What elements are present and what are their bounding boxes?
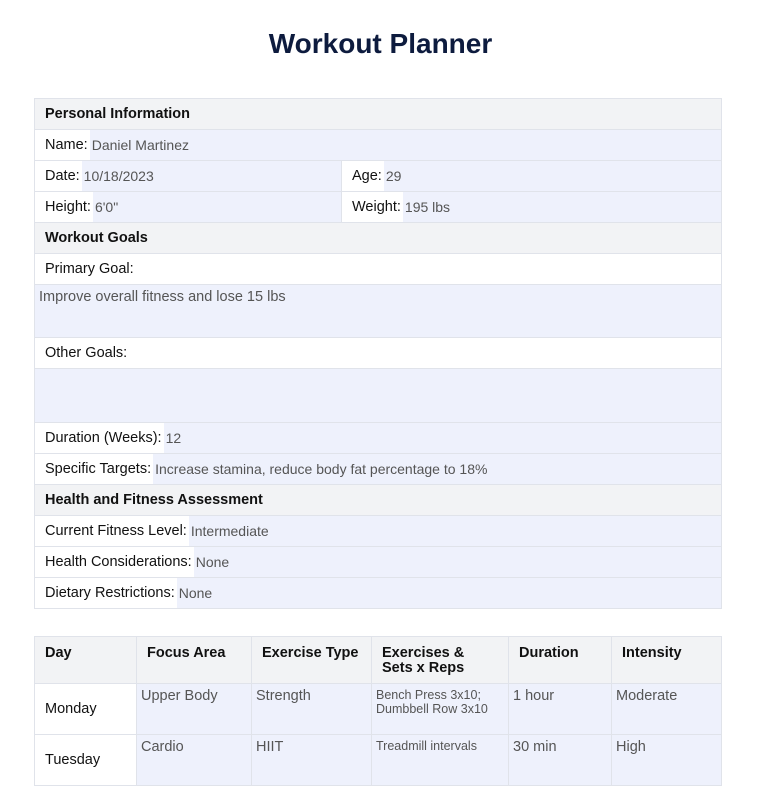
day-cell: Monday	[35, 684, 137, 735]
section-heading-goals: Workout Goals	[35, 223, 722, 254]
header-focus-area: Focus Area	[137, 637, 252, 684]
section-heading-personal: Personal Information	[35, 99, 722, 130]
header-duration: Duration	[509, 637, 612, 684]
date-field[interactable]: 10/18/2023	[82, 161, 341, 191]
date-label: Date:	[35, 161, 82, 191]
exercise-type-field[interactable]: Strength	[252, 684, 371, 734]
duration-weeks-label: Duration (Weeks):	[35, 423, 164, 453]
name-field[interactable]: Daniel Martinez	[90, 130, 721, 160]
exercises-field[interactable]: Treadmill intervals	[372, 735, 508, 785]
page-title: Workout Planner	[268, 28, 493, 59]
day-cell: Tuesday	[35, 735, 137, 786]
header-day: Day	[35, 637, 137, 684]
weight-field[interactable]: 195 lbs	[403, 192, 721, 222]
specific-targets-field[interactable]: Increase stamina, reduce body fat percentage to 18%	[153, 454, 721, 484]
height-label: Height:	[35, 192, 93, 222]
age-field[interactable]: 29	[384, 161, 721, 191]
name-label: Name:	[35, 130, 90, 160]
focus-area-field[interactable]: Cardio	[137, 735, 251, 785]
health-considerations-field[interactable]: None	[194, 547, 721, 577]
workout-schedule-table	[34, 636, 722, 786]
header-intensity: Intensity	[612, 637, 722, 684]
table-row	[35, 684, 722, 735]
other-goals-label: Other Goals:	[35, 338, 722, 369]
exercise-type-field[interactable]: HIIT	[252, 735, 371, 785]
weight-label: Weight:	[342, 192, 403, 222]
intensity-field[interactable]: Moderate	[612, 684, 721, 734]
duration-field[interactable]: 30 min	[509, 735, 611, 785]
exercises-field[interactable]: Bench Press 3x10; Dumbbell Row 3x10	[372, 684, 508, 734]
dietary-restrictions-field[interactable]: None	[177, 578, 721, 608]
section-heading-health: Health and Fitness Assessment	[35, 485, 722, 516]
duration-weeks-field[interactable]: 12	[164, 423, 721, 453]
height-field[interactable]: 6'0"	[93, 192, 341, 222]
table-row	[35, 735, 722, 786]
fitness-level-label: Current Fitness Level:	[35, 516, 189, 546]
age-label: Age:	[342, 161, 384, 191]
fitness-level-field[interactable]: Intermediate	[189, 516, 721, 546]
header-exercise-type: Exercise Type	[252, 637, 372, 684]
focus-area-field[interactable]: Upper Body	[137, 684, 251, 734]
header-exercises: Exercises & Sets x Reps	[372, 637, 509, 684]
other-goals-field[interactable]	[35, 369, 722, 423]
duration-field[interactable]: 1 hour	[509, 684, 611, 734]
personal-info-table	[34, 98, 722, 609]
health-considerations-label: Health Considerations:	[35, 547, 194, 577]
intensity-field[interactable]: High	[612, 735, 721, 785]
dietary-restrictions-label: Dietary Restrictions:	[35, 578, 177, 608]
specific-targets-label: Specific Targets:	[35, 454, 153, 484]
primary-goal-label: Primary Goal:	[35, 254, 722, 285]
primary-goal-field[interactable]: Improve overall fitness and lose 15 lbs	[35, 285, 722, 338]
